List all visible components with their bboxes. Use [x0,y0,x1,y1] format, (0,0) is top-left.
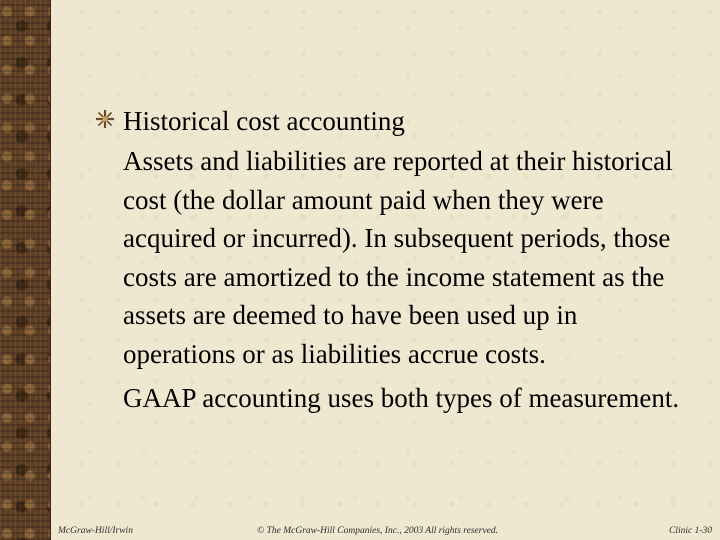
body-paragraph-summary: GAAP accounting uses both types of measurement. [123,383,680,413]
bullet-heading: Historical cost accounting [123,106,405,136]
footer-publisher: McGraw-Hill/Irwin [58,526,133,536]
bullet-item [96,102,696,140]
body-paragraph: Assets and liabilities are reported at their historical cost (the dollar amount paid when they were acquired or incurred). In subsequent periods, those costs are amortized to the income statement as the assets are deemed to have been used up in operations or as liabilities accrue costs. [123,146,673,369]
footer-slide-number: Clinic 1-30 [668,526,712,536]
slide-content [96,102,696,418]
footer-copyright: © The McGraw-Hill Companies, Inc., 2003 All rights reserved. [257,526,499,536]
decorative-left-strip [0,0,51,540]
asterisk-bullet-icon [96,110,114,128]
